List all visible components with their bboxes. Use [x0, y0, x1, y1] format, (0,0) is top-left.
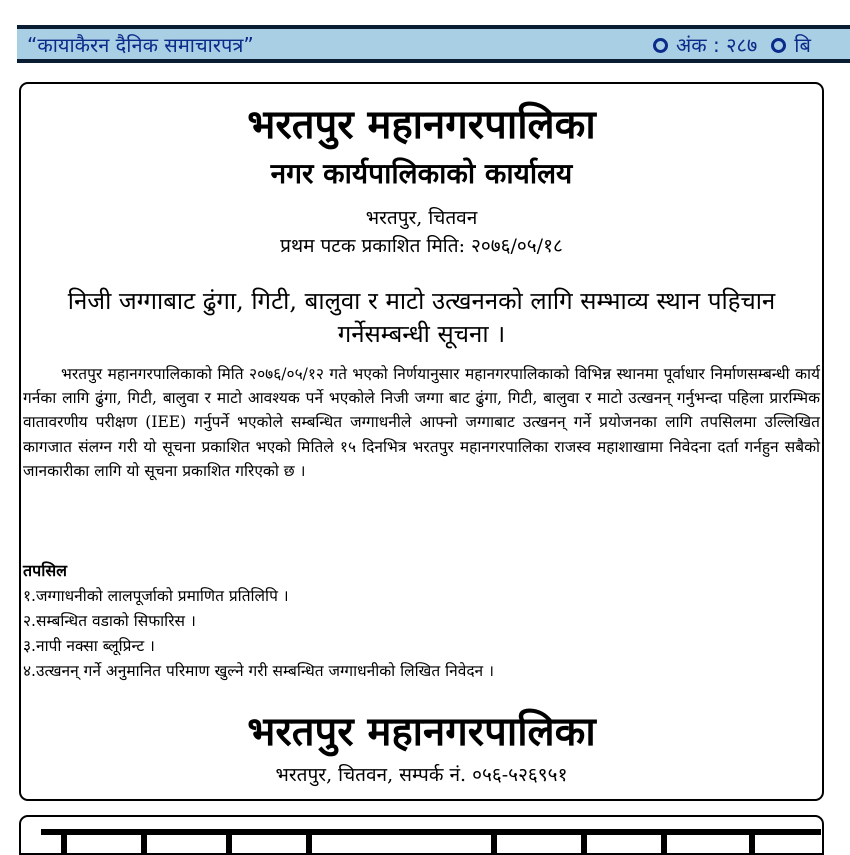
- footer-title: भरतपुर महानगरपालिका: [247, 708, 596, 755]
- notice-headline: निजी जग्गाबाट ढुंगा, गिटी, बालुवा र माटो उत्खननको लागि सम्भाव्य स्थान पहिचान गर्नेसम्बन्धी सूचना ।: [67, 287, 776, 348]
- notice-body: भरतपुर महानगरपालिकाको मिति २०७६/०५/१२ गते भएको निर्णयानुसार महानगरपालिकाको विभिन्न स्थानमा पूर्वाधार निर्माणसम्बन्धी कार्य गर्नका लागि ढुंगा, गिटी, बालुवा र माटो आवश्यक पर्ने भएकोले निजी जग्गा बाट ढुंगा, गिटी, बालुवा र माटो उत्खनन् गर्नुभन्दा पहिला प्रारम्भिक वातावरणीय परीक्षण (IEE) गर्नुपर्ने भएकोले सम्बन्धित जग्गाधनीले आफ्नो जग्गाबाट उत्खनन् गर्ने प्रयोजनका लागि तपसिलमा उल्लिखित कागजात संलग्न गरी यो सूचना प्रकाशित भएको मितिले १५ दिनभित्र भरतपुर महानगरपालिका राजस्व महाशाखामा निवेदना दर्ता गर्नहुन सबैको जानकारीका लागि यो सूचना प्रकाशित गरिएको छ ।: [23, 365, 820, 480]
- notice-title: भरतपुर महानगरपालिका: [247, 101, 596, 148]
- list-item: ३.नापी नक्सा ब्लूप्रिन्ट ।: [23, 637, 155, 655]
- bullet-circle-icon: [653, 38, 668, 53]
- issue-number: अंक : २८७: [676, 33, 758, 57]
- publication-name: “कायाकैरन दैनिक समाचारपत्र”: [27, 33, 254, 57]
- list-item: ४.उत्खनन् गर्ने अनुमानित परिमाण खुल्ने गरी सम्बन्धित जग्गाधनीको लिखित निवेदन ।: [23, 662, 494, 680]
- publication-date: प्रथम पटक प्रकाशित मिति: २०७६/०५/१८: [280, 235, 563, 257]
- newspaper-header-bar: [17, 25, 850, 63]
- notice-box: [19, 82, 824, 801]
- list-item: १.जग्गाधनीको लालपूर्जाको प्रमाणित प्रतिलिपि ।: [23, 587, 289, 605]
- cut-off-label: बि: [794, 33, 811, 57]
- list-item: २.सम्बन्धित वडाको सिफारिस ।: [23, 612, 196, 630]
- notice-subtitle: नगर कार्यपालिकाको कार्यालय: [270, 157, 573, 190]
- footer-contact: भरतपुर, चितवन, सम्पर्क नं. ०५६-५२६९५१: [275, 764, 568, 786]
- cropped-heading-strokes: [21, 817, 824, 855]
- requirements-list: [23, 584, 494, 684]
- next-notice-box-cropped: [19, 815, 824, 855]
- notice-location: भरतपुर, चितवन: [365, 207, 478, 229]
- bullet-circle-icon: [771, 38, 786, 53]
- list-heading: तपसिल: [23, 561, 68, 580]
- issue-info: [653, 31, 811, 58]
